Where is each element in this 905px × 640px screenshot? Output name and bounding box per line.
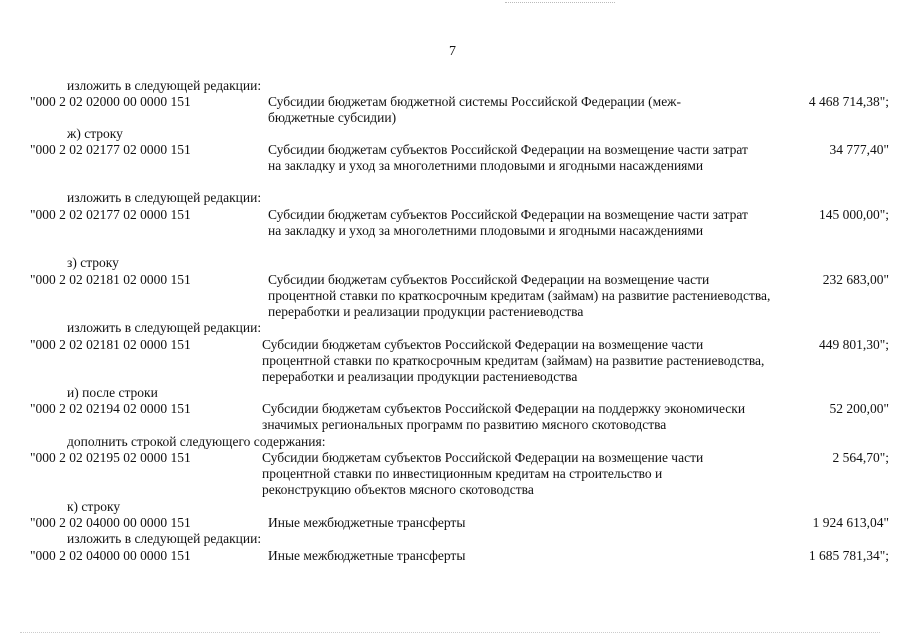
budget-amount: 1 924 613,04"	[812, 515, 889, 530]
budget-amount: 232 683,00"	[822, 272, 889, 287]
amendment-instruction: и) после строки	[67, 385, 158, 400]
budget-code: "000 2 02 04000 00 0000 151	[30, 515, 191, 530]
budget-amount: 2 564,70";	[832, 450, 889, 465]
amendment-instruction: изложить в следующей редакции:	[67, 531, 262, 546]
budget-code: "000 2 02 02181 02 0000 151	[30, 272, 191, 287]
budget-amount: 34 777,40"	[829, 142, 889, 157]
amendment-instruction: дополнить строкой следующего содержания:	[67, 434, 326, 449]
budget-code: "000 2 02 02195 02 0000 151	[30, 450, 191, 465]
budget-description: Субсидии бюджетам субъектов Российской Федерации на возмещение части процентной ставки по краткосрочным кредитам (займам) на развитие растениеводства, переработки и реализации продукции растениеводства	[268, 272, 771, 319]
budget-description: Субсидии бюджетам субъектов Российской Федерации на возмещение части затрат на закладку и уход за многолетними плодовыми и ягодными насаждениями	[268, 142, 748, 173]
amendment-instruction: ж) строку	[67, 126, 123, 141]
amendment-instruction: изложить в следующей редакции:	[67, 190, 262, 205]
amendment-instruction: з) строку	[67, 255, 119, 270]
budget-amount: 449 801,30";	[818, 337, 889, 352]
page-number: 7	[449, 44, 456, 59]
budget-amount: 4 468 714,38";	[808, 94, 889, 109]
budget-description: Субсидии бюджетам субъектов Российской Федерации на возмещение части процентной ставки по инвестиционным кредитам на строительство и реконструкцию объектов мясного скотоводства	[262, 450, 704, 497]
budget-amount: 1 685 781,34";	[808, 548, 889, 563]
budget-code: "000 2 02 04000 00 0000 151	[30, 548, 191, 563]
scan-artifact-top	[505, 2, 615, 4]
budget-code: "000 2 02 02181 02 0000 151	[30, 337, 191, 352]
amendment-instruction: изложить в следующей редакции:	[67, 320, 262, 335]
amendment-instruction: к) строку	[67, 499, 121, 514]
budget-description: Иные межбюджетные трансферты	[268, 515, 466, 530]
budget-code: "000 2 02 02177 02 0000 151	[30, 207, 191, 222]
budget-amount: 52 200,00"	[829, 401, 889, 416]
budget-amount: 145 000,00";	[818, 207, 889, 222]
budget-description: Субсидии бюджетам бюджетной системы Российской Федерации (меж-бюджетные субсидии)	[268, 94, 682, 125]
budget-code: "000 2 02 02000 00 0000 151	[30, 94, 191, 109]
amendment-instruction: изложить в следующей редакции:	[67, 78, 262, 93]
budget-description: Субсидии бюджетам субъектов Российской Федерации на поддержку экономически значимых региональных программ по развитию мясного скотоводства	[262, 401, 746, 432]
budget-code: "000 2 02 02177 02 0000 151	[30, 142, 191, 157]
budget-description: Иные межбюджетные трансферты	[268, 548, 466, 563]
budget-description: Субсидии бюджетам субъектов Российской Федерации на возмещение части процентной ставки по краткосрочным кредитам (займам) на развитие растениеводства, переработки и реализации продукции растениеводства	[262, 337, 765, 384]
scan-artifact-bottom	[20, 632, 880, 634]
budget-code: "000 2 02 02194 02 0000 151	[30, 401, 191, 416]
budget-description: Субсидии бюджетам субъектов Российской Федерации на возмещение части затрат на закладку и уход за многолетними плодовыми и ягодными насаждениями	[268, 207, 748, 238]
